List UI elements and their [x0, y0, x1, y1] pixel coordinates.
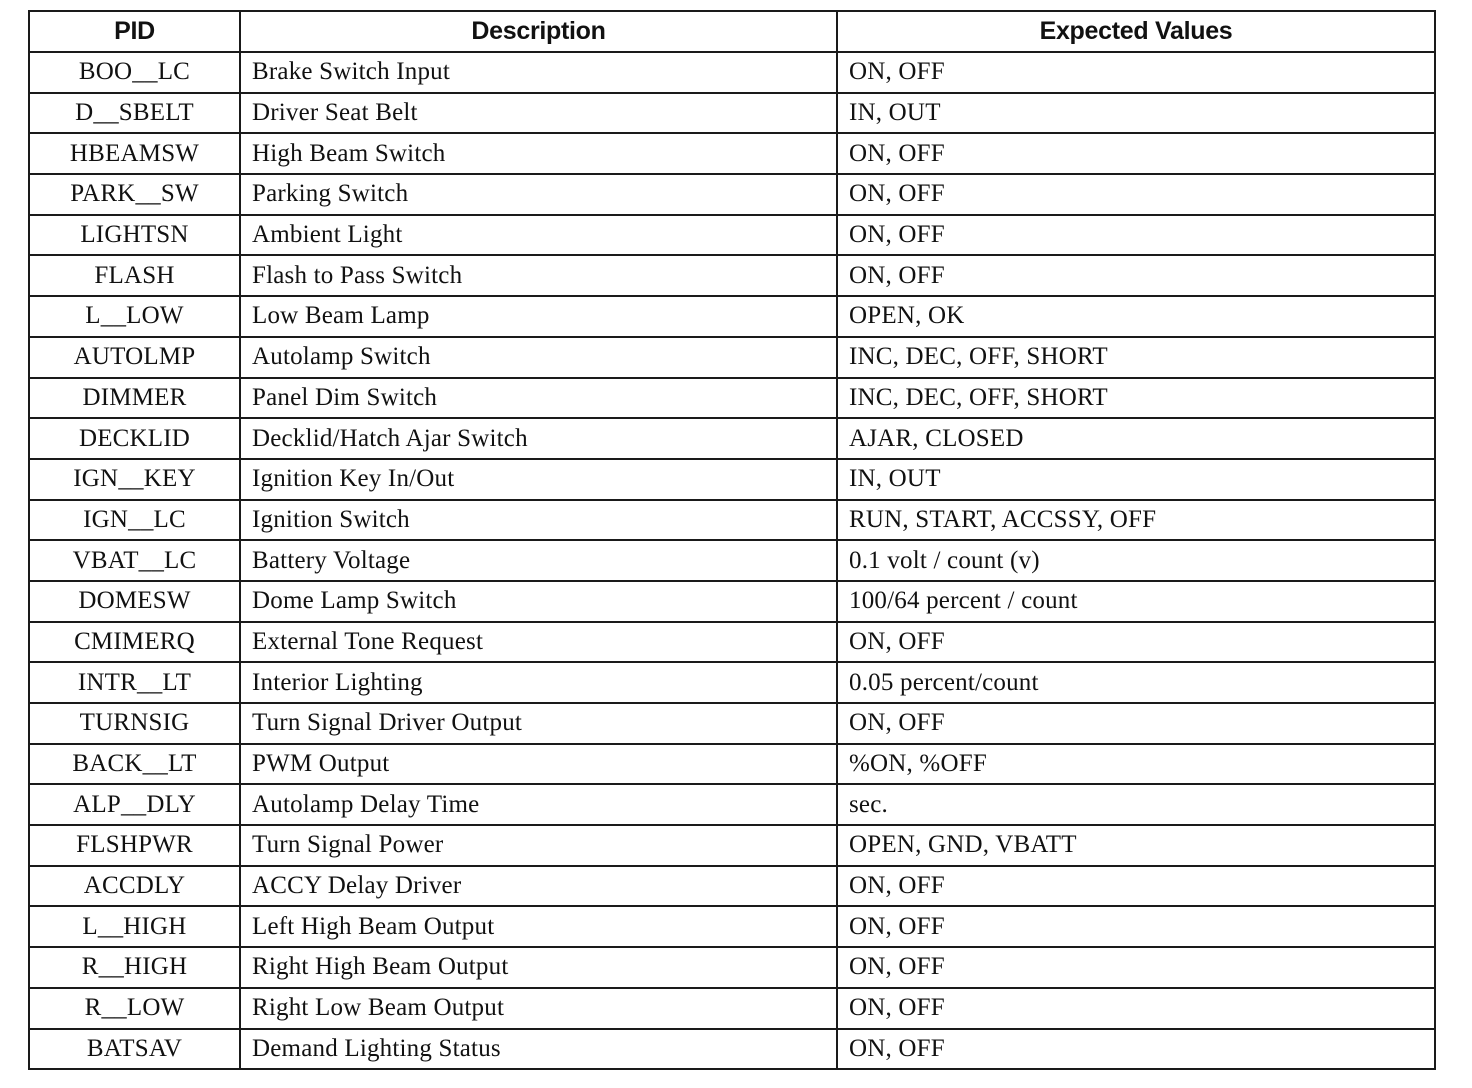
description-cell: Demand Lighting Status — [240, 1029, 837, 1070]
description-cell: Flash to Pass Switch — [240, 255, 837, 296]
pid-cell: HBEAMSW — [29, 133, 240, 174]
table-row — [29, 540, 1435, 581]
table-row — [29, 215, 1435, 256]
expected-values-cell: %ON, %OFF — [837, 744, 1435, 785]
description-cell: External Tone Request — [240, 622, 837, 663]
table-row — [29, 581, 1435, 622]
pid-cell: R__HIGH — [29, 947, 240, 988]
expected-values-cell: ON, OFF — [837, 947, 1435, 988]
table-row — [29, 744, 1435, 785]
header-row — [29, 11, 1435, 52]
expected-values-cell: 0.05 percent/count — [837, 662, 1435, 703]
pid-table — [28, 10, 1436, 1070]
expected-values-cell: ON, OFF — [837, 255, 1435, 296]
pid-cell: FLSHPWR — [29, 825, 240, 866]
description-cell: PWM Output — [240, 744, 837, 785]
description-cell: Turn Signal Driver Output — [240, 703, 837, 744]
pid-cell: INTR__LT — [29, 662, 240, 703]
description-cell: Autolamp Delay Time — [240, 784, 837, 825]
expected-values-cell: RUN, START, ACCSSY, OFF — [837, 500, 1435, 541]
pid-cell: AUTOLMP — [29, 337, 240, 378]
table-body — [29, 52, 1435, 1069]
table-header — [29, 11, 1435, 52]
description-cell: Parking Switch — [240, 174, 837, 215]
table-row — [29, 825, 1435, 866]
pid-cell: D__SBELT — [29, 93, 240, 134]
pid-cell: DECKLID — [29, 418, 240, 459]
table-row — [29, 133, 1435, 174]
pid-cell: FLASH — [29, 255, 240, 296]
pid-cell: ACCDLY — [29, 866, 240, 907]
expected-values-cell: IN, OUT — [837, 93, 1435, 134]
pid-cell: VBAT__LC — [29, 540, 240, 581]
table-row — [29, 174, 1435, 215]
description-cell: Interior Lighting — [240, 662, 837, 703]
description-cell: Decklid/Hatch Ajar Switch — [240, 418, 837, 459]
table-row — [29, 255, 1435, 296]
expected-values-cell: ON, OFF — [837, 174, 1435, 215]
pid-cell: PARK__SW — [29, 174, 240, 215]
description-cell: Ambient Light — [240, 215, 837, 256]
pid-cell: IGN__LC — [29, 500, 240, 541]
expected-values-cell: 0.1 volt / count (v) — [837, 540, 1435, 581]
table-row — [29, 337, 1435, 378]
header-description: Description — [240, 11, 837, 52]
expected-values-cell: OPEN, GND, VBATT — [837, 825, 1435, 866]
pid-cell: LIGHTSN — [29, 215, 240, 256]
table-row — [29, 906, 1435, 947]
table-row — [29, 784, 1435, 825]
description-cell: Autolamp Switch — [240, 337, 837, 378]
expected-values-cell: AJAR, CLOSED — [837, 418, 1435, 459]
header-expected-values: Expected Values — [837, 11, 1435, 52]
description-cell: Brake Switch Input — [240, 52, 837, 93]
table-row — [29, 93, 1435, 134]
table-row — [29, 988, 1435, 1029]
pid-cell: BACK__LT — [29, 744, 240, 785]
table-row — [29, 459, 1435, 500]
expected-values-cell: INC, DEC, OFF, SHORT — [837, 337, 1435, 378]
pid-cell: R__LOW — [29, 988, 240, 1029]
header-pid: PID — [29, 11, 240, 52]
description-cell: High Beam Switch — [240, 133, 837, 174]
table-row — [29, 662, 1435, 703]
pid-cell: DOMESW — [29, 581, 240, 622]
description-cell: Right High Beam Output — [240, 947, 837, 988]
expected-values-cell: IN, OUT — [837, 459, 1435, 500]
pid-cell: IGN__KEY — [29, 459, 240, 500]
expected-values-cell: ON, OFF — [837, 1029, 1435, 1070]
table-row — [29, 418, 1435, 459]
pid-cell: L__LOW — [29, 296, 240, 337]
pid-cell: ALP__DLY — [29, 784, 240, 825]
description-cell: ACCY Delay Driver — [240, 866, 837, 907]
table-row — [29, 378, 1435, 419]
pid-cell: CMIMERQ — [29, 622, 240, 663]
expected-values-cell: INC, DEC, OFF, SHORT — [837, 378, 1435, 419]
description-cell: Left High Beam Output — [240, 906, 837, 947]
pid-cell: BOO__LC — [29, 52, 240, 93]
expected-values-cell: ON, OFF — [837, 622, 1435, 663]
expected-values-cell: ON, OFF — [837, 988, 1435, 1029]
description-cell: Panel Dim Switch — [240, 378, 837, 419]
description-cell: Ignition Switch — [240, 500, 837, 541]
description-cell: Battery Voltage — [240, 540, 837, 581]
pid-cell: TURNSIG — [29, 703, 240, 744]
table-row — [29, 52, 1435, 93]
expected-values-cell: OPEN, OK — [837, 296, 1435, 337]
expected-values-cell: ON, OFF — [837, 703, 1435, 744]
expected-values-cell: ON, OFF — [837, 52, 1435, 93]
description-cell: Dome Lamp Switch — [240, 581, 837, 622]
table-row — [29, 622, 1435, 663]
expected-values-cell: 100/64 percent / count — [837, 581, 1435, 622]
expected-values-cell: sec. — [837, 784, 1435, 825]
table-row — [29, 947, 1435, 988]
description-cell: Turn Signal Power — [240, 825, 837, 866]
pid-cell: BATSAV — [29, 1029, 240, 1070]
expected-values-cell: ON, OFF — [837, 133, 1435, 174]
expected-values-cell: ON, OFF — [837, 866, 1435, 907]
description-cell: Ignition Key In/Out — [240, 459, 837, 500]
description-cell: Right Low Beam Output — [240, 988, 837, 1029]
table-row — [29, 703, 1435, 744]
table-row — [29, 1029, 1435, 1070]
description-cell: Low Beam Lamp — [240, 296, 837, 337]
table-row — [29, 500, 1435, 541]
table-row — [29, 296, 1435, 337]
pid-cell: DIMMER — [29, 378, 240, 419]
expected-values-cell: ON, OFF — [837, 215, 1435, 256]
pid-cell: L__HIGH — [29, 906, 240, 947]
table-row — [29, 866, 1435, 907]
expected-values-cell: ON, OFF — [837, 906, 1435, 947]
description-cell: Driver Seat Belt — [240, 93, 837, 134]
